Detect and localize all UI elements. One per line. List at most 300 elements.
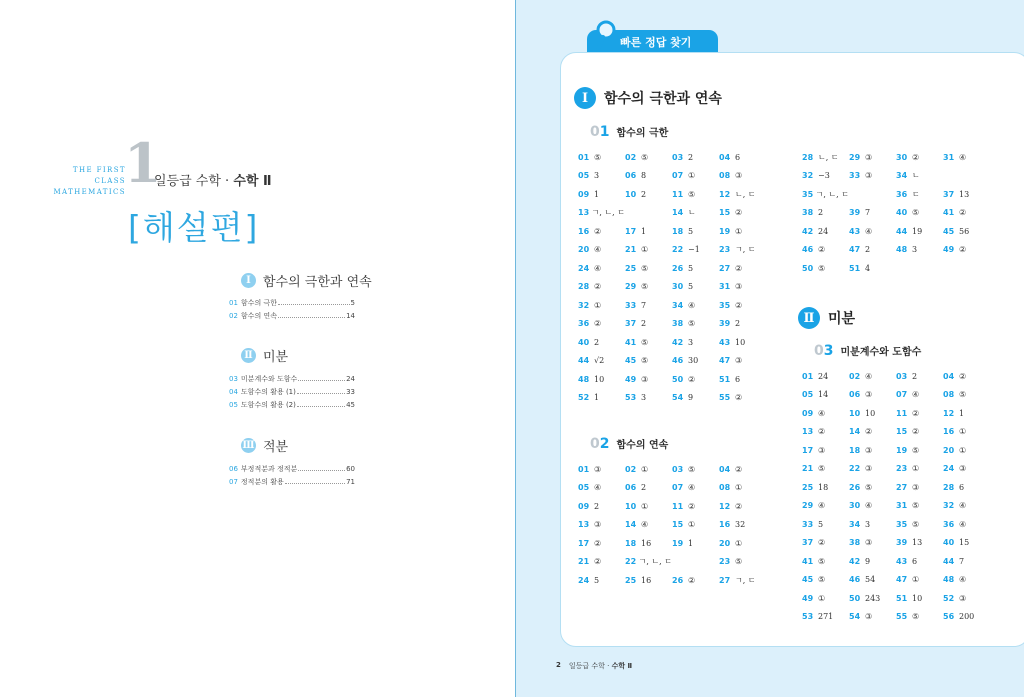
question-number: 44 [896, 226, 908, 236]
answers-grid-03 [802, 367, 990, 626]
answer-value: 6 [912, 556, 918, 566]
question-number: 37 [625, 319, 637, 329]
question-number: 42 [849, 556, 861, 566]
answer-value: ① [959, 445, 967, 455]
solutions-title: [해설편] [128, 208, 260, 247]
question-number: 15 [719, 208, 731, 218]
brand-text [44, 165, 126, 198]
answer-value: 5 [818, 519, 824, 529]
answer-cell [896, 515, 943, 534]
question-number: 26 [672, 575, 684, 585]
toc-leader [297, 393, 345, 394]
toc-entry-number: 03 [229, 375, 238, 383]
answer-cell [625, 278, 672, 297]
answer-value: ① [912, 464, 920, 474]
answer-cell [625, 553, 672, 572]
answer-cell [943, 404, 990, 423]
toc-entry[interactable] [229, 311, 355, 324]
answer-value: ② [735, 208, 743, 218]
answer-cell [849, 259, 896, 278]
answer-value: ② [735, 464, 743, 474]
answer-cell [719, 167, 766, 186]
answer-value: 6 [959, 482, 965, 492]
question-number: 29 [802, 501, 814, 511]
answer-cell [896, 571, 943, 590]
chapter-title: 함수의 극한과 연속 [263, 275, 372, 290]
question-number: 13 [578, 520, 590, 530]
question-number: 35 [802, 189, 814, 199]
answer-value: ② [688, 374, 696, 384]
question-number: 18 [849, 445, 861, 455]
toc-entry[interactable] [229, 374, 355, 387]
answer-value: ㄴ, ㄷ [818, 152, 839, 162]
answer-cell [943, 460, 990, 479]
answer-cell [802, 386, 849, 405]
answer-cell [719, 259, 766, 278]
answer-value: 5 [594, 575, 600, 585]
answer-cell [943, 367, 990, 386]
answer-cell [719, 315, 766, 334]
question-number: 06 [625, 171, 637, 181]
question-number: 39 [896, 538, 908, 548]
question-number: 42 [802, 226, 814, 236]
question-number: 08 [719, 171, 731, 181]
answer-cell [578, 278, 625, 297]
subsection-number-prefix: 0 [590, 124, 600, 140]
question-number: 31 [896, 501, 908, 511]
answer-cell [802, 222, 849, 241]
answer-cell [849, 167, 896, 186]
answer-cell [625, 185, 672, 204]
question-number: 41 [625, 337, 637, 347]
question-number: 40 [943, 538, 955, 548]
toc-entry-page: 60 [346, 465, 355, 473]
section-title: 미분 [828, 311, 856, 327]
answer-value: ㄴ [688, 208, 696, 218]
section-title: 함수의 극한과 연속 [604, 91, 722, 107]
answer-value: ⑤ [594, 152, 602, 162]
subsection-title: 미분계수와 도함수 [840, 347, 922, 358]
answer-cell [943, 534, 990, 553]
answer-cell [943, 441, 990, 460]
answer-value: ③ [735, 282, 743, 292]
answer-value: ④ [688, 300, 696, 310]
answer-cell [578, 553, 625, 572]
answer-value: 1 [594, 189, 600, 199]
question-number: 24 [578, 575, 590, 585]
question-number: 29 [625, 282, 637, 292]
question-number: 10 [625, 501, 637, 511]
answer-cell [896, 478, 943, 497]
question-number: 43 [849, 226, 861, 236]
answer-value: 243 [865, 593, 881, 603]
answer-value: 5 [688, 226, 694, 236]
subsection-number-prefix: 0 [590, 436, 600, 452]
answer-cell [849, 185, 896, 204]
question-number: 44 [578, 356, 590, 366]
answer-cell [849, 497, 896, 516]
answer-value: ② [818, 245, 826, 255]
answer-cell [896, 185, 943, 204]
question-number: 49 [625, 374, 637, 384]
answer-value: ④ [594, 483, 602, 493]
toc-leader [278, 304, 350, 305]
answer-value: ③ [865, 152, 873, 162]
answer-value: 13 [912, 538, 923, 548]
answer-cell [849, 423, 896, 442]
answer-cell [578, 204, 625, 223]
toc-entry-name: 도함수의 활용 (1) [240, 388, 296, 396]
answer-cell [896, 204, 943, 223]
answer-cell [849, 148, 896, 167]
answer-value: ④ [688, 483, 696, 493]
question-number: 48 [578, 374, 590, 384]
question-number: 35 [896, 519, 908, 529]
answer-value: 1 [641, 226, 647, 236]
answer-cell [849, 460, 896, 479]
answer-value: ⑤ [688, 464, 696, 474]
answer-value: 6 [735, 374, 741, 384]
question-number: 07 [672, 483, 684, 493]
answer-cell [802, 367, 849, 386]
question-number: 26 [849, 482, 861, 492]
question-number: 38 [802, 208, 814, 218]
question-number: 11 [896, 408, 908, 418]
toc-entry-name: 함수의 연속 [240, 312, 277, 320]
brand-line-2: MATHEMATICS [53, 188, 126, 196]
question-number: 06 [625, 483, 637, 493]
answer-value: ② [735, 300, 743, 310]
answers-grid-01b [802, 148, 990, 278]
answer-cell [578, 571, 625, 590]
question-number: 55 [896, 612, 908, 622]
answer-cell [896, 404, 943, 423]
question-number: 12 [943, 408, 955, 418]
answer-cell [625, 204, 672, 223]
answer-value: 2 [641, 483, 647, 493]
question-number: 22 [672, 245, 684, 255]
answer-cell [719, 497, 766, 516]
answer-cell [849, 222, 896, 241]
toc-chapter-2[interactable] [241, 346, 288, 365]
answer-cell [802, 608, 849, 627]
question-number: 28 [943, 482, 955, 492]
subsection-03-heading [814, 343, 921, 359]
answer-cell [802, 241, 849, 260]
answer-cell [719, 204, 766, 223]
toc-entry-number: 05 [229, 401, 238, 409]
question-number: 40 [578, 337, 590, 347]
answer-cell [719, 389, 766, 408]
question-number: 53 [802, 612, 814, 622]
question-number: 16 [719, 520, 731, 530]
answer-value: 3 [641, 393, 647, 403]
answer-cell [578, 497, 625, 516]
answer-cell [719, 516, 766, 535]
answer-value: ⑤ [912, 519, 920, 529]
question-number: 34 [849, 519, 861, 529]
question-number: 31 [943, 152, 955, 162]
question-number: 08 [943, 390, 955, 400]
answer-value: 2 [594, 337, 600, 347]
answer-value: ③ [959, 593, 967, 603]
answer-cell [849, 534, 896, 553]
answer-cell [802, 423, 849, 442]
toc-list-3 [229, 464, 355, 490]
question-number: 18 [672, 226, 684, 236]
question-number: 19 [672, 538, 684, 548]
answer-cell [943, 423, 990, 442]
answer-cell [672, 333, 719, 352]
answer-value: ⑤ [818, 575, 826, 585]
question-number: 09 [578, 501, 590, 511]
question-number: 01 [578, 152, 590, 162]
answer-cell [625, 167, 672, 186]
question-number: 51 [719, 374, 731, 384]
answer-value: 2 [641, 319, 647, 329]
question-number: 55 [719, 393, 731, 403]
answer-cell [802, 167, 849, 186]
answer-cell [672, 370, 719, 389]
answer-cell [672, 185, 719, 204]
answer-cell [896, 367, 943, 386]
question-number: 15 [672, 520, 684, 530]
answer-value: ④ [959, 152, 967, 162]
answer-value: ② [594, 319, 602, 329]
answer-cell [625, 479, 672, 498]
answer-cell [625, 389, 672, 408]
answer-cell [719, 148, 766, 167]
question-number: 04 [719, 152, 731, 162]
question-number: 19 [896, 445, 908, 455]
answer-cell [719, 278, 766, 297]
subsection-number [590, 436, 610, 452]
answer-cell [849, 367, 896, 386]
question-number: 13 [802, 427, 814, 437]
answer-cell [802, 534, 849, 553]
subsection-number-suffix: 1 [599, 124, 610, 140]
answer-cell [896, 552, 943, 571]
answer-value: ③ [735, 171, 743, 181]
answer-cell [802, 441, 849, 460]
answer-cell [578, 333, 625, 352]
toc-entry-page: 5 [350, 299, 355, 307]
question-number: 03 [672, 464, 684, 474]
answer-cell [672, 516, 719, 535]
answer-value: 1 [959, 408, 965, 418]
answer-cell [719, 296, 766, 315]
answer-value: ② [912, 152, 920, 162]
question-number: 36 [896, 189, 908, 199]
answer-cell [578, 460, 625, 479]
answer-cell [719, 185, 766, 204]
answer-cell [578, 352, 625, 371]
toc-leader [298, 470, 345, 471]
answer-cell [802, 259, 849, 278]
answer-value: ① [688, 171, 696, 181]
answer-value: ㄷ [912, 189, 920, 199]
question-number: 50 [672, 374, 684, 384]
answer-value: ③ [865, 538, 873, 548]
question-number: 04 [943, 371, 955, 381]
toc-leader [278, 317, 345, 318]
answer-cell [943, 204, 990, 223]
answer-cell [578, 148, 625, 167]
answer-value: ⑤ [641, 356, 649, 366]
toc-chapter-3[interactable] [241, 436, 288, 455]
question-number: 33 [849, 171, 861, 181]
question-number: 53 [625, 393, 637, 403]
answer-value: ④ [594, 245, 602, 255]
question-number: 45 [625, 356, 637, 366]
answer-value: ② [688, 501, 696, 511]
toc-entry-page: 71 [346, 478, 355, 486]
question-number: 07 [896, 390, 908, 400]
question-number: 17 [578, 538, 590, 548]
toc-entry[interactable] [229, 477, 355, 490]
chapter-title: 적분 [263, 440, 289, 455]
answer-value: 4 [865, 263, 871, 273]
footer-title-main: 일등급 수학 · [568, 662, 612, 670]
answer-value: ⑤ [641, 263, 649, 273]
answer-value: 5 [688, 263, 694, 273]
answer-cell [802, 571, 849, 590]
question-number: 38 [672, 319, 684, 329]
answer-value: ④ [865, 371, 873, 381]
answer-value: ② [912, 427, 920, 437]
toc-entry-number: 06 [229, 465, 238, 473]
answer-cell [672, 571, 719, 590]
answer-value: ⑤ [641, 152, 649, 162]
answer-cell [802, 515, 849, 534]
answer-cell [672, 167, 719, 186]
question-number: 10 [625, 189, 637, 199]
question-number: 49 [943, 245, 955, 255]
answer-cell [578, 516, 625, 535]
question-number: 48 [896, 245, 908, 255]
toc-entry[interactable] [229, 387, 355, 400]
answer-value: ⑤ [818, 263, 826, 273]
answer-cell [672, 534, 719, 553]
section-1-heading [574, 87, 722, 109]
footer-subject: 수학 Ⅱ [611, 662, 633, 670]
question-number: 36 [578, 319, 590, 329]
answer-value: 24 [818, 371, 829, 381]
answer-value: ① [912, 575, 920, 585]
section-2-heading [798, 307, 855, 329]
answer-cell [943, 571, 990, 590]
question-number: 36 [943, 519, 955, 529]
answer-value: 16 [641, 575, 652, 585]
question-number: 39 [849, 208, 861, 218]
answer-cell [578, 389, 625, 408]
question-number: 51 [849, 263, 861, 273]
question-number: 25 [625, 575, 637, 585]
answer-cell [896, 386, 943, 405]
question-number: 24 [943, 464, 955, 474]
question-number: 33 [625, 300, 637, 310]
answer-cell [578, 222, 625, 241]
answer-cell [943, 241, 990, 260]
answer-value: ③ [735, 356, 743, 366]
question-number: 33 [802, 519, 814, 529]
question-number: 52 [943, 593, 955, 603]
answer-value: ④ [912, 390, 920, 400]
answer-cell [802, 460, 849, 479]
answer-cell [672, 278, 719, 297]
answer-cell [943, 497, 990, 516]
answer-value: ④ [865, 501, 873, 511]
toc-entry[interactable] [229, 400, 355, 413]
question-number: 46 [672, 356, 684, 366]
answer-cell [943, 259, 990, 278]
toc-entry[interactable] [229, 298, 355, 311]
page-footer [556, 661, 632, 671]
question-number: 34 [672, 300, 684, 310]
question-number: 06 [849, 390, 861, 400]
answer-cell [849, 552, 896, 571]
answer-value: ③ [818, 445, 826, 455]
answer-cell [578, 479, 625, 498]
brand-numeral-logo: 1 [124, 131, 162, 195]
answer-cell [625, 148, 672, 167]
answers-grid-01a [578, 148, 766, 407]
subsection-title: 함수의 극한 [616, 128, 669, 139]
answer-cell [943, 185, 990, 204]
answer-cell [625, 222, 672, 241]
answer-cell [672, 241, 719, 260]
toc-entry-page: 24 [346, 375, 355, 383]
answer-value: 1 [688, 538, 694, 548]
answer-cell [719, 370, 766, 389]
question-number: 31 [719, 282, 731, 292]
answer-cell [896, 589, 943, 608]
answer-value: ⑤ [818, 556, 826, 566]
answer-value: ② [959, 371, 967, 381]
question-number: 45 [802, 575, 814, 585]
answer-cell [849, 478, 896, 497]
answer-value: 6 [735, 152, 741, 162]
question-number: 30 [672, 282, 684, 292]
answer-value: ⑤ [912, 612, 920, 622]
answer-value: ③ [594, 464, 602, 474]
answer-cell [802, 148, 849, 167]
question-number: 47 [719, 356, 731, 366]
toc-entry[interactable] [229, 464, 355, 477]
question-number: 02 [625, 464, 637, 474]
answer-cell [802, 404, 849, 423]
question-number: 52 [578, 393, 590, 403]
answer-cell [578, 534, 625, 553]
question-number: 12 [719, 501, 731, 511]
toc-entry-page: 14 [346, 312, 355, 320]
answer-cell [719, 479, 766, 498]
answer-value: 3 [912, 245, 918, 255]
question-number: 20 [719, 538, 731, 548]
answer-value: ㄱ, ㄷ [735, 245, 756, 255]
question-number: 25 [802, 482, 814, 492]
toc-list-1 [229, 298, 355, 324]
question-number: 46 [802, 245, 814, 255]
answer-cell [896, 259, 943, 278]
chapter-numeral-badge: Ⅱ [241, 348, 256, 363]
answer-cell [672, 222, 719, 241]
toc-entry-name: 정적분의 활용 [240, 478, 284, 486]
answer-value: ⑤ [912, 501, 920, 511]
answer-cell [849, 571, 896, 590]
answer-cell [578, 241, 625, 260]
toc-chapter-1[interactable] [241, 271, 372, 290]
